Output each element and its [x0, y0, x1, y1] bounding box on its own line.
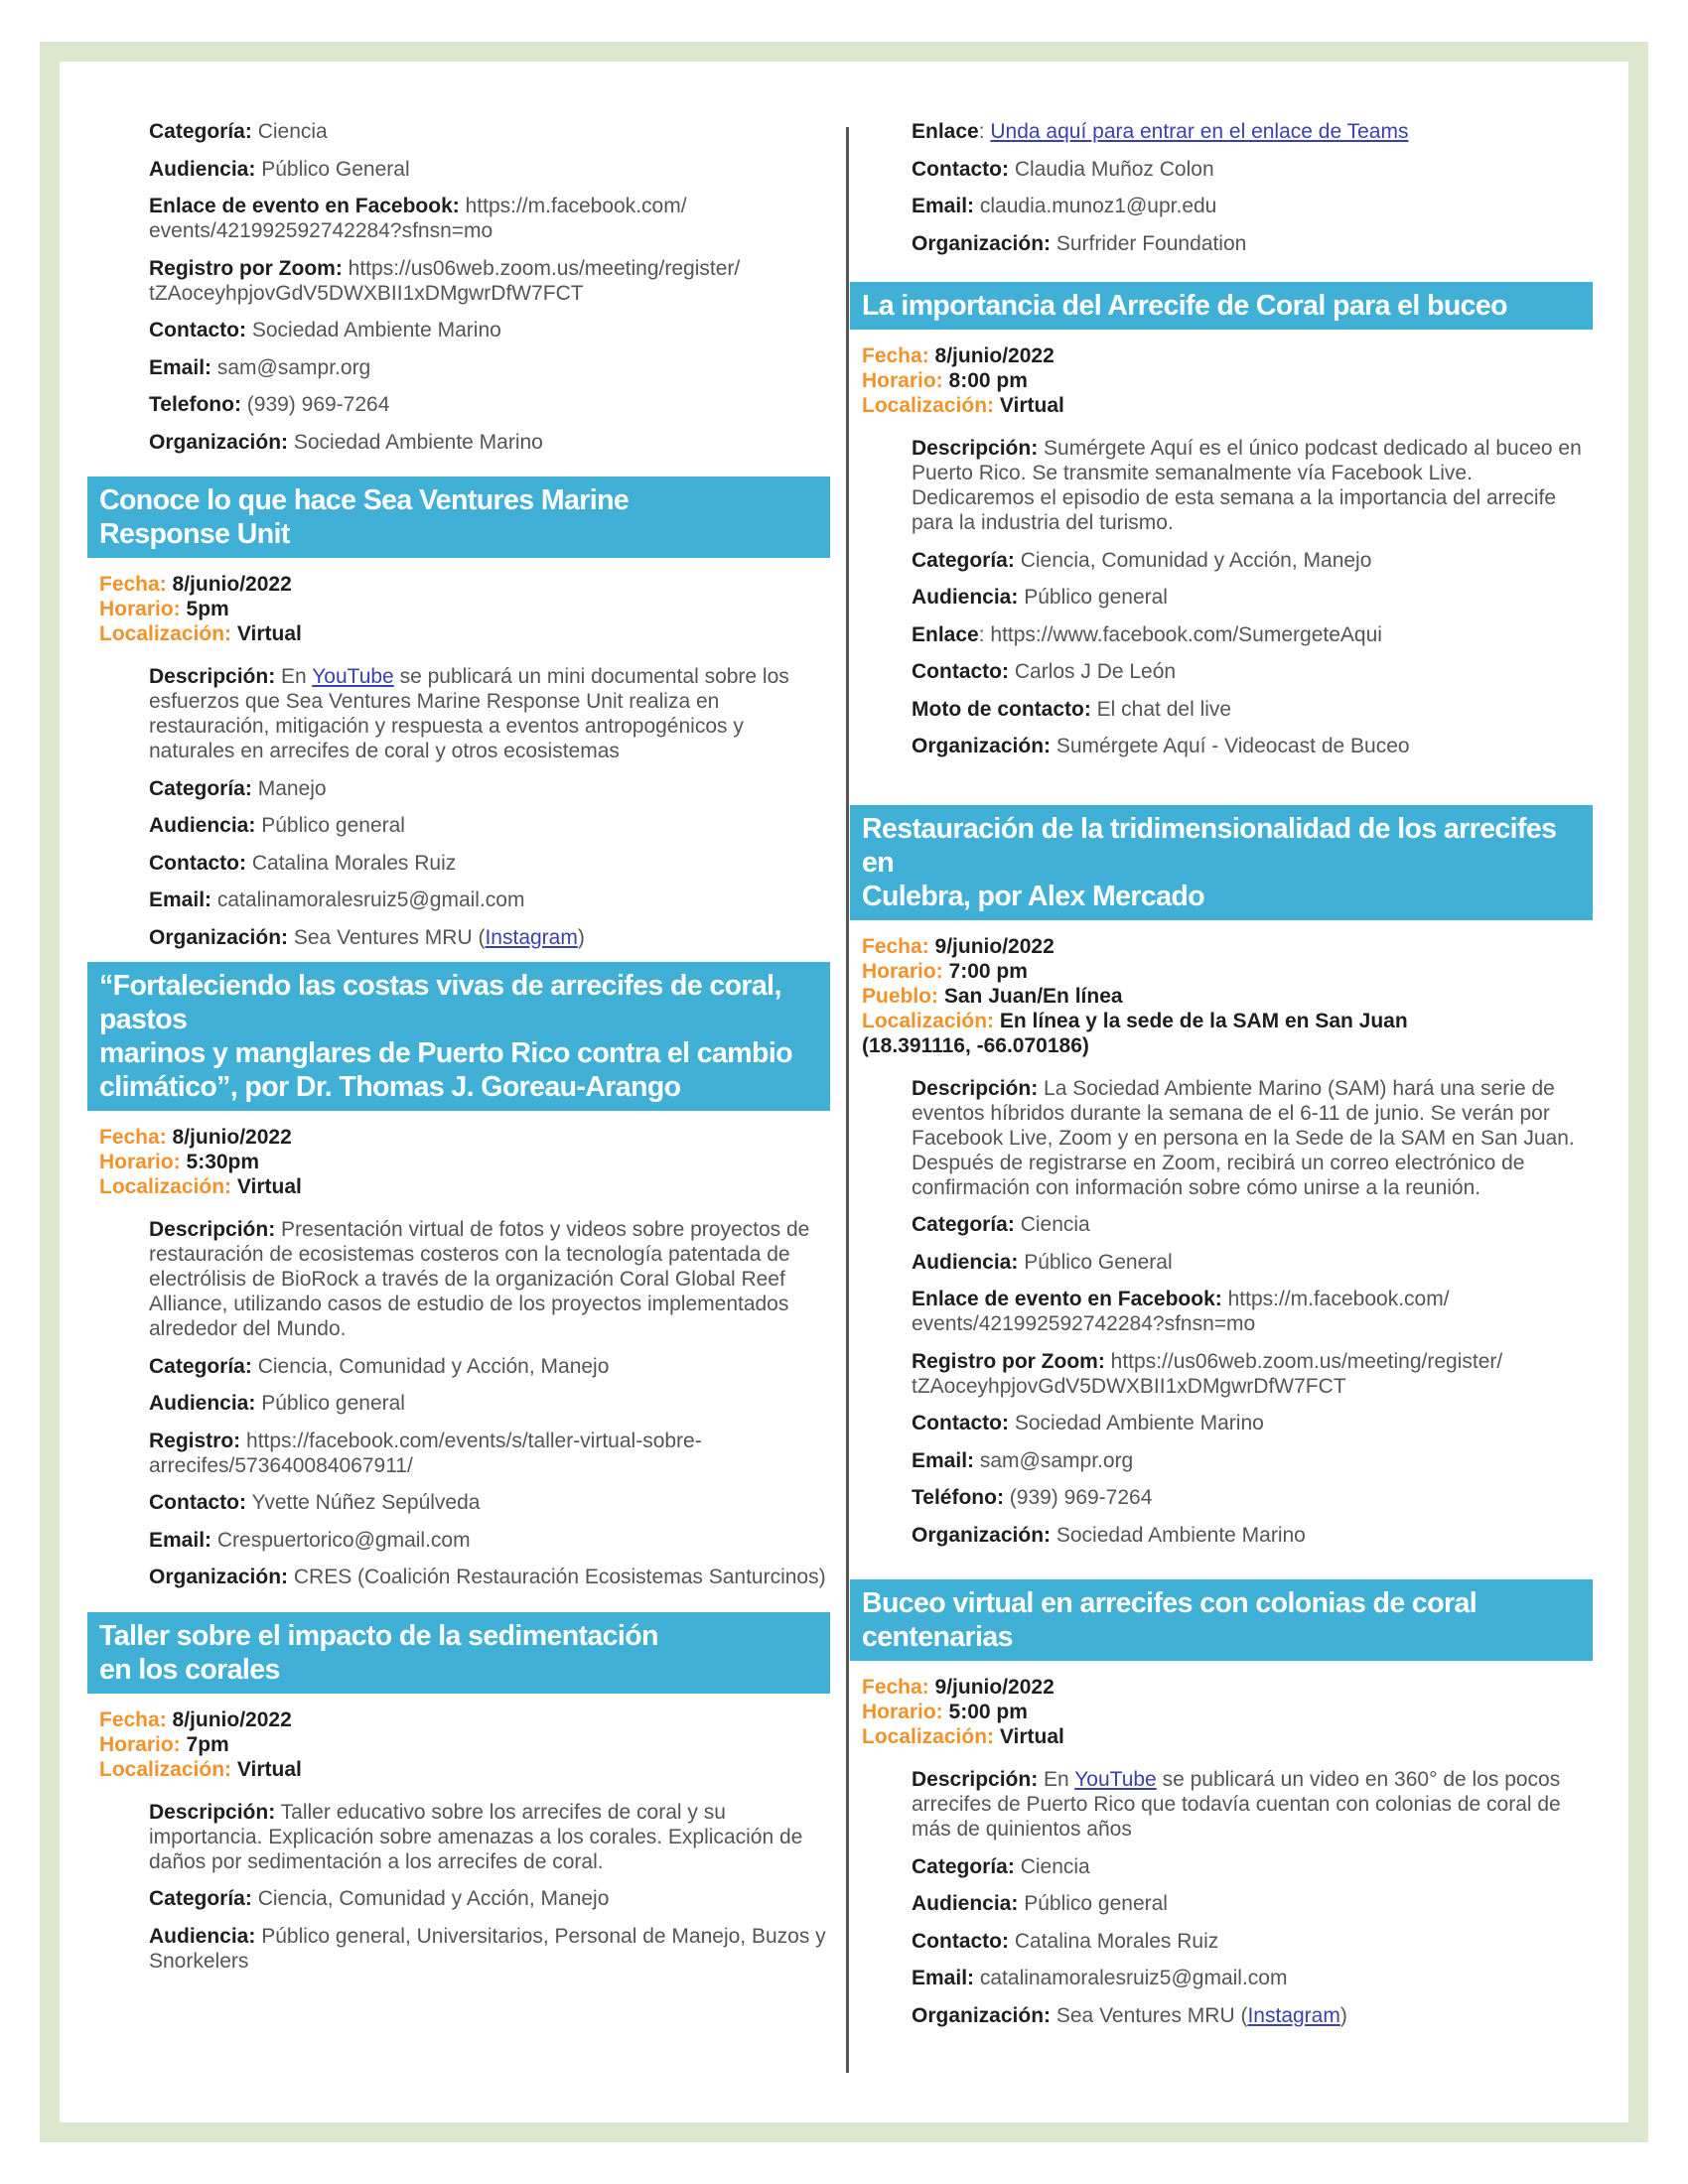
instagram-link[interactable]: Instagram	[485, 925, 578, 949]
instagram-link[interactable]: Instagram	[1247, 2003, 1340, 2027]
field-contacto: Contacto: Yvette Núñez Sepúlveda	[149, 1491, 481, 1514]
field-audiencia: Audiencia: Público general	[149, 814, 405, 837]
field-email[interactable]: Email: sam@sampr.org	[149, 355, 371, 379]
event-body	[87, 1800, 830, 1974]
field-audiencia: Audiencia: Público general	[912, 586, 1168, 609]
field-organizacion: Organización: Surfrider Foundation	[912, 231, 1247, 255]
field-moto-contacto: Moto de contacto: El chat del live	[912, 697, 1232, 721]
field-audiencia: Audiencia: Público General	[149, 157, 410, 181]
event-buceo-virtual	[850, 1579, 1593, 2028]
left-column	[87, 119, 830, 1985]
event-meta: Fecha: 8/junio/2022 Horario: 5:30pm Localización: Virtual	[99, 1126, 302, 1198]
field-descripcion: Descripción: En YouTube se publicará un mini documental sobre los esfuerzos que Sea Ventures Marine Response Unit realiza en restauración, mitigación y respuesta a eventos antropogénicos y naturales en arrecifes de coral y otros ecosistemas	[149, 665, 789, 762]
event-body	[850, 436, 1593, 758]
field-descripcion: Descripción: Taller educativo sobre los arrecifes de coral y su importancia. Explicación sobre amenazas a los corales. Explicación de daños por sedimentación a los arrecifes de coral.	[149, 1800, 803, 1873]
event-taller-sedimentacion	[87, 1612, 830, 1974]
field-categoria: Categoría: Ciencia	[912, 1854, 1090, 1878]
event-meta: Fecha: 8/junio/2022 Horario: 5pm Localización: Virtual	[99, 573, 302, 645]
event-title: Buceo virtual en arrecifes con colonias de coral centenarias	[850, 1579, 1593, 1661]
field-descripcion: Descripción: Presentación virtual de fotos y videos sobre proyectos de restauración de ecosistemas costeros con la tecnología patentada de electrólisis de BioRock a través de la organización Coral Global Reef Alliance, utilizando casos de estudio de los proyectos implementados alrededor del Mundo.	[149, 1218, 810, 1340]
field-organizacion: Organización: Sea Ventures MRU (Instagram)	[149, 925, 585, 949]
field-categoria: Categoría: Ciencia, Comunidad y Acción, Manejo	[149, 1887, 610, 1910]
event-details-continued	[850, 119, 1593, 256]
event-body	[850, 1767, 1593, 2028]
field-registro[interactable]: Registro: https://facebook.com/events/s/taller-virtual-sobre-arrecifes/573640084067911/	[149, 1429, 702, 1477]
field-contacto: Contacto: Carlos J De León	[912, 660, 1177, 683]
right-column	[850, 119, 1593, 2040]
field-enlace: Enlace: Unda aquí para entrar en el enlace de Teams	[912, 120, 1409, 143]
field-facebook-link[interactable]: Enlace de evento en Facebook: https://m.facebook.com/ events/421992592742284?sfnsn=mo	[912, 1288, 1450, 1335]
field-organizacion: Organización: Sea Ventures MRU (Instagram)	[912, 2003, 1347, 2027]
event-meta: Fecha: 9/junio/2022 Horario: 7:00 pm Pueblo: San Juan/En línea Localización: En línea y la sede de la SAM en San Juan (18.391116, -66.070186)	[862, 934, 1408, 1057]
field-descripcion: Descripción: Sumérgete Aquí es el único podcast dedicado al buceo en Puerto Rico. Se transmite semanalmente vía Facebook Live. Dedicaremos el episodio de esta semana a la importancia del arrecife para la industria del turismo.	[912, 437, 1582, 534]
field-telefono: Teléfono: (939) 969-7264	[912, 1486, 1153, 1509]
event-body	[87, 664, 830, 950]
event-title: Conoce lo que hace Sea Ventures Marine Response Unit	[87, 477, 830, 558]
field-email[interactable]: Email: sam@sampr.org	[912, 1448, 1134, 1472]
field-email[interactable]: Email: Crespuertorico@gmail.com	[149, 1528, 471, 1552]
event-meta: Fecha: 9/junio/2022 Horario: 5:00 pm Localización: Virtual	[862, 1676, 1064, 1748]
field-organizacion: Organización: Sumérgete Aquí - Videocast de Buceo	[912, 735, 1410, 757]
field-facebook-link[interactable]: Enlace de evento en Facebook: https://m.facebook.com/ events/421992592742284?sfnsn=mo	[149, 195, 687, 242]
event-body	[850, 1076, 1593, 1548]
field-organizacion: Organización: CRES (Coalición Restauración Ecosistemas Santurcinos)	[149, 1566, 826, 1588]
event-title: Restauración de la tridimensionalidad de los arrecifes en Culebra, por Alex Mercado	[850, 805, 1593, 920]
event-fortaleciendo-costas	[87, 962, 830, 1589]
event-title: “Fortaleciendo las costas vivas de arrecifes de coral, pastos marinos y manglares de Puerto Rico contra el cambio climático”, por Dr. Thomas J. Goreau-Arango	[87, 962, 830, 1111]
field-descripcion: Descripción: En YouTube se publicará un video en 360° de los pocos arrecifes de Puerto Rico que todavía cuentan con colonias de coral de más de quinientos años	[912, 1768, 1561, 1841]
field-categoria: Categoría: Ciencia	[149, 120, 328, 143]
field-enlace[interactable]: Enlace: https://www.facebook.com/SumergeteAqui	[912, 622, 1382, 646]
field-organizacion: Organización: Sociedad Ambiente Marino	[912, 1523, 1306, 1547]
event-importancia-arrecife-buceo	[850, 282, 1593, 758]
event-sea-ventures	[87, 477, 830, 950]
youtube-link[interactable]: YouTube	[1074, 1768, 1157, 1791]
field-audiencia: Audiencia: Público general	[912, 1892, 1168, 1915]
event-body	[87, 1217, 830, 1589]
field-email[interactable]: Email: claudia.munoz1@upr.edu	[912, 195, 1217, 217]
field-organizacion: Organización: Sociedad Ambiente Marino	[149, 430, 543, 454]
field-categoria: Categoría: Manejo	[149, 776, 327, 800]
field-contacto: Contacto: Sociedad Ambiente Marino	[149, 319, 501, 341]
field-contacto: Contacto: Sociedad Ambiente Marino	[912, 1412, 1264, 1434]
field-contacto: Contacto: Claudia Muñoz Colon	[912, 157, 1214, 181]
field-audiencia: Audiencia: Público General	[912, 1250, 1173, 1274]
field-telefono: Telefono: (939) 969-7264	[149, 393, 390, 416]
event-details-continued	[87, 119, 830, 455]
field-audiencia: Audiencia: Público general, Universitarios, Personal de Manejo, Buzos y Snorkelers	[149, 1924, 826, 1973]
field-email[interactable]: Email: catalinamoralesruiz5@gmail.com	[149, 888, 525, 911]
event-title: La importancia del Arrecife de Coral para el buceo	[850, 282, 1593, 330]
field-zoom-registration[interactable]: Registro por Zoom: https://us06web.zoom.us/meeting/register/ tZAoceyhpjovGdV5DWXBII1xDMgwrDfW7FCT	[149, 256, 741, 305]
column-divider	[846, 127, 849, 2073]
field-categoria: Categoría: Ciencia, Comunidad y Acción, Manejo	[149, 1354, 610, 1378]
field-descripcion: Descripción: La Sociedad Ambiente Marino (SAM) hará una serie de eventos híbridos durante la semana de el 6-11 de junio. Se verán por Facebook Live, Zoom y en persona en la Sede de la SAM en San Juan. Después de registrarse en Zoom, recibirá un correo electrónico de confirmación con información sobre cómo unirse a la reunión.	[912, 1076, 1575, 1199]
event-meta: Fecha: 8/junio/2022 Horario: 8:00 pm Localización: Virtual	[862, 344, 1064, 417]
event-title: Taller sobre el impacto de la sedimentación en los corales	[87, 1612, 830, 1694]
field-audiencia: Audiencia: Público general	[149, 1392, 405, 1415]
field-email[interactable]: Email: catalinamoralesruiz5@gmail.com	[912, 1967, 1288, 1989]
field-categoria: Categoría: Ciencia, Comunidad y Acción, Manejo	[912, 548, 1372, 572]
event-restauracion-culebra	[850, 805, 1593, 1548]
event-meta: Fecha: 8/junio/2022 Horario: 7pm Localización: Virtual	[99, 1707, 302, 1781]
field-contacto: Contacto: Catalina Morales Ruiz	[912, 1929, 1219, 1953]
field-contacto: Contacto: Catalina Morales Ruiz	[149, 851, 457, 875]
youtube-link[interactable]: YouTube	[312, 665, 394, 688]
field-categoria: Categoría: Ciencia	[912, 1213, 1090, 1236]
field-zoom-registration[interactable]: Registro por Zoom: https://us06web.zoom.us/meeting/register/ tZAoceyhpjovGdV5DWXBII1xDMgwrDfW7FCT	[912, 1349, 1503, 1398]
teams-link[interactable]: Unda aquí para entrar en el enlace de Teams	[990, 120, 1409, 143]
